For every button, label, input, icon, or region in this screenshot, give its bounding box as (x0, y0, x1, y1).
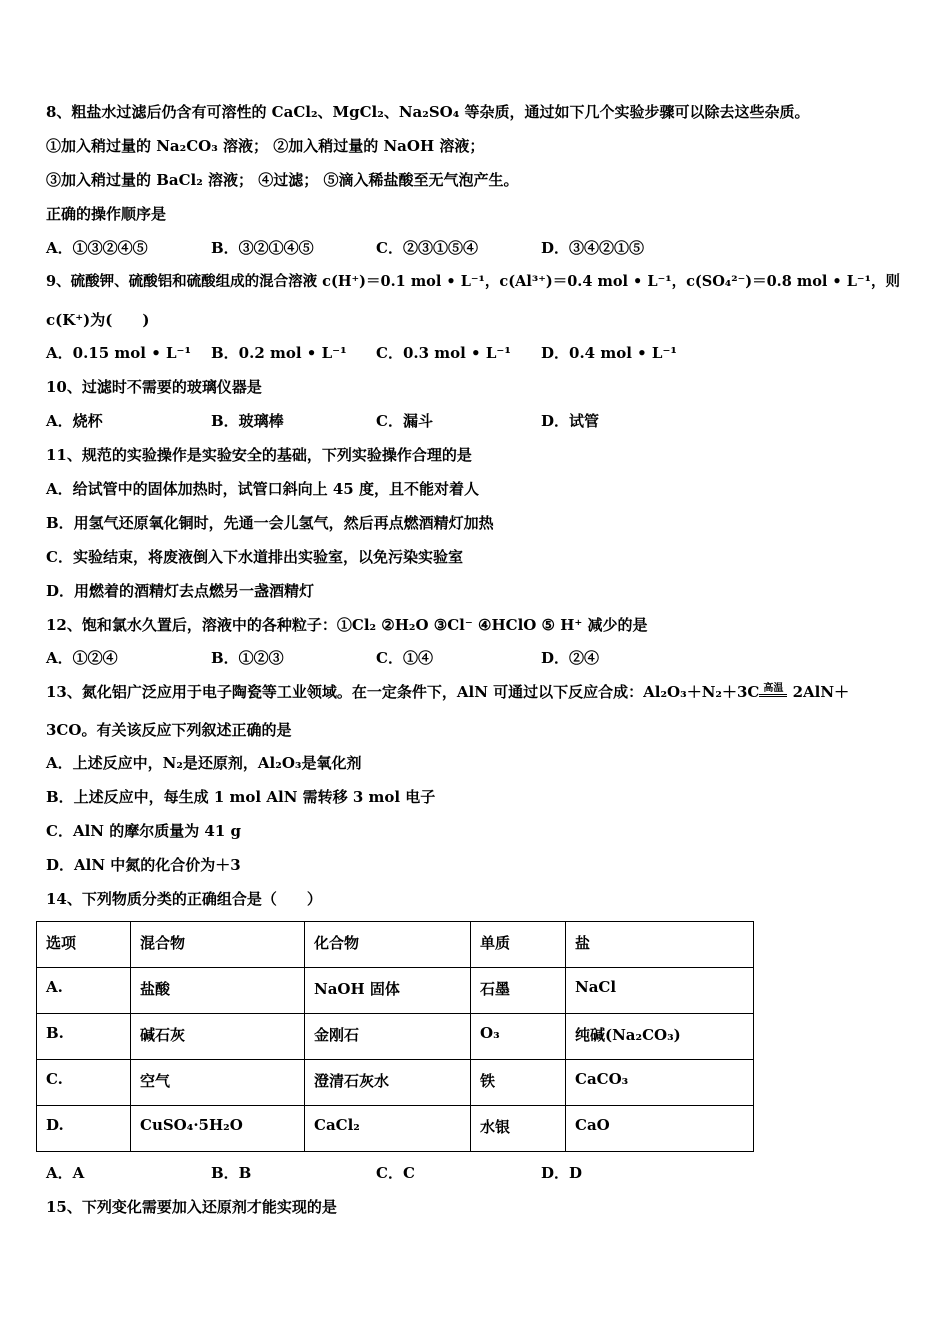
q11-option-c: C．实验结束，将废液倒入下水道排出实验室，以免污染实验室 (46, 548, 463, 566)
q14-stem: 14、下列物质分类的正确组合是（ ） (46, 890, 322, 908)
q9-stem: 9、硫酸钾、硫酸铝和硫酸组成的混合溶液 c(H⁺)＝0.1 mol • L⁻¹，c(Al³⁺)＝0.4 mol • L⁻¹，c(SO₄²⁻)＝0.8 mol • L⁻¹，则 (46, 273, 900, 290)
table-header-cell: 混合物 (131, 922, 305, 968)
q8-option-d: D．③④②①⑤ (541, 239, 645, 257)
q12-option-d: D．②④ (541, 649, 600, 667)
q8-prompt: 正确的操作顺序是 (46, 205, 167, 223)
table-cell: C. (37, 1060, 131, 1106)
q8-option-c: C．②③①⑤④ (376, 239, 478, 257)
q13-option-a: A．上述反应中，N₂是还原剂，Al₂O₃是氧化剂 (46, 754, 362, 772)
table-cell: CuSO₄·5H₂O (131, 1106, 305, 1152)
q10-option-c: C．漏斗 (376, 412, 433, 430)
q12-stem: 12、饱和氯水久置后，溶液中的各种粒子：①Cl₂ ②H₂O ③Cl⁻ ④HClO ⑤ H⁺ 减少的是 (46, 616, 648, 634)
table-cell: 水银 (471, 1106, 566, 1152)
q13-stem (46, 682, 849, 702)
q8-step-line-2: ③加入稍过量的 BaCl₂ 溶液； ④过滤； ⑤滴入稀盐酸至无气泡产生。 (46, 171, 519, 189)
q11-option-a: A．给试管中的固体加热时，试管口斜向上 45 度，且不能对着人 (46, 480, 479, 498)
q12-option-b: B．①②③ (211, 649, 284, 667)
q8-step-line-1: ①加入稍过量的 Na₂CO₃ 溶液； ②加入稍过量的 NaOH 溶液； (46, 137, 485, 155)
table-row (37, 1106, 754, 1152)
reaction-condition: 高温 (759, 684, 787, 697)
q8-option-a: A．①③②④⑤ (46, 239, 148, 257)
table-cell: CaO (566, 1106, 754, 1152)
q8-stem: 8、粗盐水过滤后仍含有可溶性的 CaCl₂、MgCl₂、Na₂SO₄ 等杂质，通过如下几个实验步骤可以除去这些杂质。 (46, 103, 810, 121)
q14-option-d: D．D (541, 1164, 583, 1182)
table-cell: CaCl₂ (305, 1106, 471, 1152)
table-cell: 盐酸 (131, 968, 305, 1014)
table-header-cell: 单质 (471, 922, 566, 968)
table-cell: 石墨 (471, 968, 566, 1014)
classification-table (36, 921, 754, 1152)
q13-stem-text: 13、氮化铝广泛应用于电子陶瓷等工业领域。在一定条件下，AlN 可通过以下反应合成：Al₂O₃＋N₂＋3C (46, 683, 760, 701)
table-cell: CaCO₃ (566, 1060, 754, 1106)
table-cell: 澄清石灰水 (305, 1060, 471, 1106)
table-header-cell: 选项 (37, 922, 131, 968)
table-cell: B. (37, 1014, 131, 1060)
table-cell: 碱石灰 (131, 1014, 305, 1060)
q14-option-b: B．B (211, 1164, 252, 1182)
q15-stem: 15、下列变化需要加入还原剂才能实现的是 (46, 1198, 337, 1216)
table-cell: 金刚石 (305, 1014, 471, 1060)
q11-option-b: B．用氢气还原氧化铜时，先通一会儿氢气，然后再点燃酒精灯加热 (46, 514, 494, 532)
table-cell: 纯碱(Na₂CO₃) (566, 1014, 754, 1060)
table-row (37, 1014, 754, 1060)
q9-stem-line-2: c(K⁺)为( ) (46, 311, 150, 329)
table-cell: NaOH 固体 (305, 968, 471, 1014)
table-cell: O₃ (471, 1014, 566, 1060)
q9-option-a: A．0.15 mol • L⁻¹ (46, 344, 192, 362)
q13-option-b: B．上述反应中，每生成 1 mol AlN 需转移 3 mol 电子 (46, 788, 436, 806)
q13-option-d: D．AlN 中氮的化合价为＋3 (46, 856, 241, 874)
table-cell: 铁 (471, 1060, 566, 1106)
table-cell: 空气 (131, 1060, 305, 1106)
table-header-row (37, 922, 754, 968)
q14-option-a: A．A (46, 1164, 85, 1182)
table-cell: NaCl (566, 968, 754, 1014)
table-header-cell: 化合物 (305, 922, 471, 968)
q10-stem: 10、过滤时不需要的玻璃仪器是 (46, 378, 262, 396)
q14-option-c: C．C (376, 1164, 415, 1182)
table-cell: A. (37, 968, 131, 1014)
q13-option-c: C．AlN 的摩尔质量为 41 g (46, 822, 242, 840)
q10-option-b: B．玻璃棒 (211, 412, 284, 430)
q10-option-d: D．试管 (541, 412, 600, 430)
table-row (37, 968, 754, 1014)
q12-option-c: C．①④ (376, 649, 433, 667)
q11-stem: 11、规范的实验操作是实验安全的基础，下列实验操作合理的是 (46, 446, 472, 464)
q13-stem-end: 2AlN＋ (792, 683, 850, 701)
q13-stem-line-2: 3CO。有关该反应下列叙述正确的是 (46, 721, 292, 739)
table-cell: D. (37, 1106, 131, 1152)
q8-option-b: B．③②①④⑤ (211, 239, 314, 257)
q9-option-d: D．0.4 mol • L⁻¹ (541, 344, 677, 362)
q9-option-c: C．0.3 mol • L⁻¹ (376, 344, 511, 362)
q9-option-b: B．0.2 mol • L⁻¹ (211, 344, 347, 362)
q12-option-a: A．①②④ (46, 649, 118, 667)
table-header-cell: 盐 (566, 922, 754, 968)
q11-option-d: D．用燃着的酒精灯去点燃另一盏酒精灯 (46, 582, 315, 600)
q10-option-a: A．烧杯 (46, 412, 103, 430)
table-row (37, 1060, 754, 1106)
